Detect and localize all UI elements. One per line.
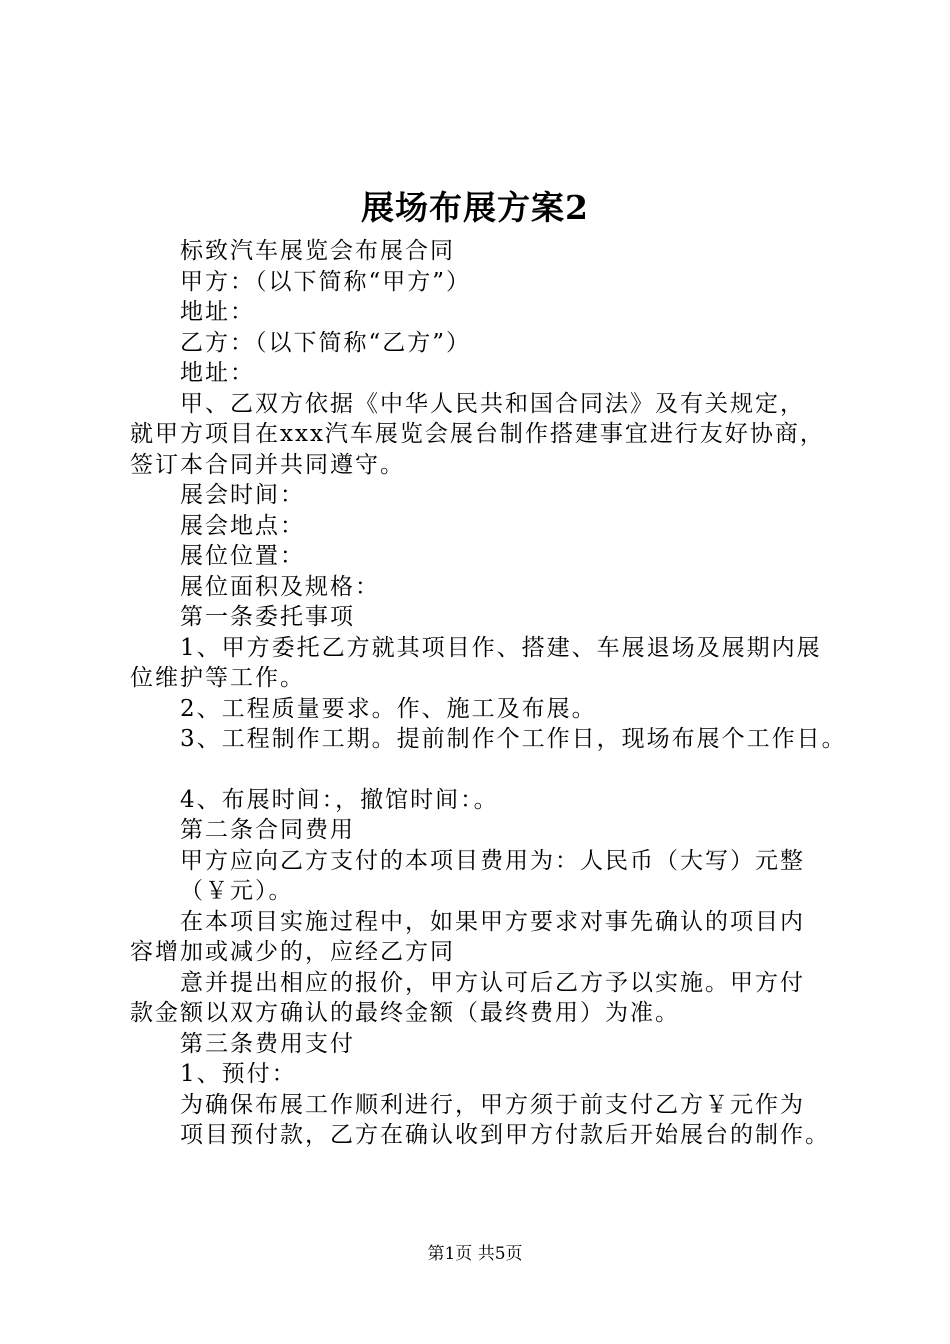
- paragraph-line: 在本项目实施过程中，如果甲方要求对事先确认的项目内: [180, 908, 805, 935]
- page-number-footer: 第1页 共5页: [427, 1244, 523, 1264]
- party-a-address: 地址：: [180, 299, 255, 325]
- article-heading: 第三条费用支付: [180, 1030, 355, 1057]
- paragraph-line: 1、甲方委托乙方就其项目作、搭建、车展退场及展期内展: [180, 634, 822, 661]
- contract-heading: 标致汽车展览会布展合同: [180, 238, 455, 264]
- paragraph-line: 3、工程制作工期。提前制作个工作日，现场布展个工作日。: [180, 726, 847, 752]
- exhibition-time: 展会时间：: [180, 482, 305, 508]
- document-title: 展场布展方案2: [361, 188, 589, 227]
- document-body: [130, 236, 850, 1151]
- paragraph-line: 甲、乙双方依据《中华人民共和国合同法》及有关规定，: [180, 390, 805, 417]
- booth-position: 展位位置：: [180, 543, 305, 569]
- paragraph-line: （￥元）。: [180, 878, 294, 904]
- blank-line: [130, 755, 850, 785]
- booth-area: 展位面积及规格：: [180, 573, 380, 600]
- article-heading: 第二条合同费用: [180, 817, 355, 843]
- party-b-line: 乙方：（以下简称“乙方”）: [180, 329, 472, 356]
- paragraph-line: 2、工程质量要求。作、施工及布展。: [180, 695, 597, 722]
- party-b-address: 地址：: [180, 360, 255, 386]
- exhibition-location: 展会地点：: [180, 512, 305, 539]
- paragraph-line: 意并提出相应的报价，甲方认可后乙方予以实施。甲方付: [180, 969, 805, 996]
- paragraph-line: 甲方应向乙方支付的本项目费用为：人民币（大写）元整: [180, 847, 805, 874]
- paragraph-line: 就甲方项目在xxx汽车展览会展台制作搭建事宜进行友好协商，: [130, 421, 825, 447]
- paragraph-line: 项目预付款，乙方在确认收到甲方付款后开始展台的制作。: [180, 1122, 830, 1148]
- paragraph-line: 为确保布展工作顺利进行，甲方须于前支付乙方￥元作为: [180, 1091, 805, 1118]
- paragraph-line: 签订本合同并共同遵守。: [130, 451, 405, 478]
- article-heading: 第一条委托事项: [180, 604, 355, 630]
- paragraph-line: 款金额以双方确认的最终金额（最终费用）为准。: [130, 1000, 680, 1026]
- paragraph-line: 4、布展时间：，撤馆时间：。: [180, 786, 499, 813]
- paragraph-line: 位维护等工作。: [130, 665, 305, 691]
- paragraph-line: 容增加或减少的，应经乙方同: [130, 939, 455, 965]
- party-a-line: 甲方：（以下简称“甲方”）: [180, 268, 472, 295]
- paragraph-line: 1、预付：: [180, 1061, 297, 1087]
